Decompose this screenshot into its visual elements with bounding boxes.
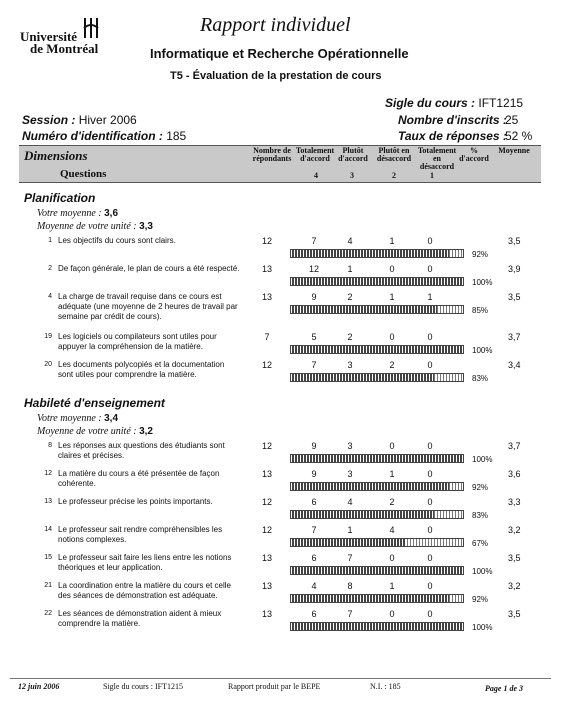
question-text bbox=[58, 264, 258, 274]
votre-moyenne bbox=[37, 208, 118, 219]
question-average: 3,7 bbox=[508, 332, 521, 342]
respondent-count: 12 bbox=[261, 441, 272, 451]
agreement-percent: 83% bbox=[472, 374, 489, 383]
header-col-plutot-des bbox=[372, 147, 416, 163]
header-line: Totalement bbox=[417, 146, 457, 155]
agreement-bar bbox=[290, 373, 464, 382]
count-c1: 0 bbox=[427, 264, 433, 274]
count-c3: 3 bbox=[347, 441, 353, 451]
header-col-repondants bbox=[252, 147, 292, 163]
count-c4: 4 bbox=[311, 581, 317, 591]
count-c3: 7 bbox=[347, 553, 353, 563]
id-value: 185 bbox=[166, 129, 187, 143]
count-c3: 3 bbox=[347, 469, 353, 479]
footer-date: 12 juin 2006 bbox=[18, 682, 60, 691]
count-c4: 7 bbox=[311, 525, 317, 535]
question-text-line: Le professeur sait faire les liens entre les notions bbox=[58, 553, 232, 562]
question-text-line: appuyer la compréhension de la matière. bbox=[58, 342, 203, 351]
questions-header: Questions bbox=[60, 168, 107, 180]
count-c1: 0 bbox=[427, 441, 433, 451]
count-c3: 7 bbox=[347, 609, 353, 619]
header-line: % bbox=[470, 146, 478, 155]
count-c2: 1 bbox=[389, 581, 395, 591]
count-c2: 1 bbox=[389, 469, 395, 479]
question-text-line: cohérente. bbox=[58, 479, 96, 488]
question-number: 4 bbox=[48, 293, 52, 300]
agreement-bar-fill bbox=[291, 595, 449, 602]
agreement-bar bbox=[290, 594, 464, 603]
agreement-bar bbox=[290, 538, 464, 547]
agreement-percent: 100% bbox=[472, 567, 493, 576]
university-name-line1: Université bbox=[20, 29, 78, 44]
count-c1: 0 bbox=[427, 332, 433, 342]
question-number: 15 bbox=[44, 554, 52, 561]
header-line: Nombre de bbox=[253, 146, 291, 155]
count-c2: 4 bbox=[389, 525, 395, 535]
agreement-bar bbox=[290, 305, 464, 314]
agreement-percent: 83% bbox=[472, 511, 489, 520]
agreement-bar-fill bbox=[291, 278, 463, 285]
count-c1: 0 bbox=[427, 360, 433, 370]
count-c1: 0 bbox=[427, 469, 433, 479]
count-c3: 1 bbox=[347, 264, 353, 274]
question-text-line: Les séances de démonstration aident à mieux bbox=[58, 609, 222, 618]
university-name-line2: de Montréal bbox=[30, 41, 99, 56]
question-number: 20 bbox=[44, 361, 52, 368]
question-text-line: Les documents polycopiés et la documentation bbox=[58, 360, 225, 369]
count-c3: 4 bbox=[347, 236, 353, 246]
question-text bbox=[58, 469, 258, 489]
agreement-bar-fill bbox=[291, 455, 463, 462]
count-c1: 0 bbox=[427, 609, 433, 619]
sigle-value: IFT1215 bbox=[478, 96, 524, 110]
evaluation-title: T5 - Évaluation de la prestation de cours bbox=[170, 70, 382, 82]
question-number: 13 bbox=[44, 498, 52, 505]
taux-label: Taux de réponses : bbox=[398, 129, 507, 143]
count-c3: 3 bbox=[347, 360, 353, 370]
count-c4: 6 bbox=[311, 497, 317, 507]
report-title: Rapport individuel bbox=[200, 14, 351, 36]
question-text-line: Les réponses aux questions des étudiants sont bbox=[58, 441, 225, 450]
moyenne-unite-label: Moyenne de votre unité : bbox=[37, 426, 137, 437]
question-text bbox=[58, 581, 258, 601]
agreement-percent: 100% bbox=[472, 278, 493, 287]
taux-value: 52 % bbox=[505, 129, 533, 143]
question-text-line: sont utiles pour comprendre la matière. bbox=[58, 370, 197, 379]
inscrits-value: 25 bbox=[505, 113, 519, 127]
agreement-bar-fill bbox=[291, 483, 449, 490]
question-text bbox=[58, 236, 258, 246]
header-line: désaccord bbox=[376, 154, 412, 163]
question-average: 3,3 bbox=[508, 497, 521, 507]
header-col-plutot bbox=[333, 147, 373, 163]
question-text bbox=[58, 360, 258, 380]
count-c1: 0 bbox=[427, 553, 433, 563]
scale-label: 1 bbox=[430, 171, 434, 180]
agreement-percent: 92% bbox=[472, 483, 489, 492]
question-average: 3,4 bbox=[508, 360, 521, 370]
footer-ni-label: N.I. : bbox=[370, 682, 387, 691]
question-text-line: notions complexes. bbox=[58, 535, 127, 544]
agreement-bar-fill bbox=[291, 567, 463, 574]
agreement-percent: 92% bbox=[472, 250, 489, 259]
header-moyenne: Moyenne bbox=[498, 146, 530, 155]
respondent-count: 13 bbox=[261, 553, 272, 563]
count-c1: 1 bbox=[427, 292, 433, 302]
question-number: 12 bbox=[44, 470, 52, 477]
count-c4: 9 bbox=[311, 441, 317, 451]
respondent-count: 12 bbox=[261, 360, 272, 370]
moyenne-unite-value: 3,3 bbox=[139, 221, 153, 232]
session-value: Hiver 2006 bbox=[78, 113, 137, 127]
agreement-bar bbox=[290, 249, 464, 258]
header-line: d'accord bbox=[459, 154, 489, 163]
count-c1: 0 bbox=[427, 581, 433, 591]
session-label: Session : bbox=[22, 113, 76, 127]
question-text-line: La coordination entre la matière du cours et celle bbox=[58, 581, 231, 590]
agreement-percent: 85% bbox=[472, 306, 489, 315]
question-average: 3,5 bbox=[508, 236, 521, 246]
question-average: 3,2 bbox=[508, 525, 521, 535]
dimensions-header: Dimensions bbox=[24, 148, 88, 163]
question-text-line: des séances de démonstration est adéquate. bbox=[58, 591, 218, 600]
header-line: en bbox=[433, 154, 441, 163]
question-average: 3,7 bbox=[508, 441, 521, 451]
respondent-count: 7 bbox=[264, 332, 270, 342]
count-c4: 7 bbox=[311, 236, 317, 246]
respondent-count: 12 bbox=[261, 236, 272, 246]
count-c3: 4 bbox=[347, 497, 353, 507]
question-text-line: Les objectifs du cours sont clairs. bbox=[58, 236, 176, 245]
count-c3: 2 bbox=[347, 332, 353, 342]
agreement-bar bbox=[290, 454, 464, 463]
question-text bbox=[58, 609, 258, 629]
respondent-count: 13 bbox=[261, 264, 272, 274]
agreement-bar bbox=[290, 566, 464, 575]
agreement-bar-fill bbox=[291, 250, 449, 257]
id-label: Numéro d'identification : bbox=[22, 129, 163, 143]
count-c4: 9 bbox=[311, 469, 317, 479]
count-c4: 5 bbox=[311, 332, 317, 342]
agreement-bar bbox=[290, 277, 464, 286]
count-c1: 0 bbox=[427, 525, 433, 535]
question-number: 14 bbox=[44, 526, 52, 533]
moyenne-unite bbox=[37, 221, 153, 232]
count-c1: 0 bbox=[427, 497, 433, 507]
question-text bbox=[58, 441, 258, 461]
respondent-count: 13 bbox=[261, 292, 272, 302]
agreement-bar bbox=[290, 510, 464, 519]
agreement-percent: 67% bbox=[472, 539, 489, 548]
count-c1: 0 bbox=[427, 236, 433, 246]
agreement-bar-fill bbox=[291, 539, 406, 546]
count-c2: 0 bbox=[389, 441, 395, 451]
question-text-line: Le professeur sait rendre compréhensibles les bbox=[58, 525, 223, 534]
count-c3: 8 bbox=[347, 581, 353, 591]
inscrits-label: Nombre d'inscrits : bbox=[398, 113, 507, 127]
footer-ni: 185 bbox=[388, 682, 401, 691]
question-text-line: Les logiciels ou compilateurs sont utiles pour bbox=[58, 332, 217, 341]
moyenne-unite bbox=[37, 426, 153, 437]
count-c3: 1 bbox=[347, 525, 353, 535]
question-text bbox=[58, 553, 258, 573]
question-text-line: La charge de travail requise dans ce cours est bbox=[58, 292, 222, 301]
footer-sigle-label: Sigle du cours : bbox=[103, 682, 153, 691]
header-line: Totalement bbox=[295, 146, 335, 155]
scale-label: 2 bbox=[392, 171, 396, 180]
count-c2: 1 bbox=[389, 292, 395, 302]
scale-label: 3 bbox=[350, 171, 354, 180]
question-text bbox=[58, 525, 258, 545]
question-average: 3,5 bbox=[508, 553, 521, 563]
agreement-percent: 100% bbox=[472, 346, 493, 355]
agreement-bar-fill bbox=[291, 306, 437, 313]
count-c2: 0 bbox=[389, 332, 395, 342]
agreement-percent: 92% bbox=[472, 595, 489, 604]
header-line: Plutôt en bbox=[378, 146, 410, 155]
sigle-label: Sigle du cours : bbox=[385, 96, 476, 110]
footer-sigle: IFT1215 bbox=[155, 682, 183, 691]
question-number: 1 bbox=[48, 237, 52, 244]
header-line: d'accord bbox=[300, 154, 330, 163]
header-line: désaccord bbox=[419, 162, 455, 171]
question-text-line: La matière du cours a été présentée de façon bbox=[58, 469, 220, 478]
agreement-percent: 100% bbox=[472, 623, 493, 632]
respondent-count: 12 bbox=[261, 525, 272, 535]
respondent-count: 12 bbox=[261, 497, 272, 507]
agreement-bar bbox=[290, 622, 464, 631]
question-text bbox=[58, 292, 258, 322]
agreement-bar bbox=[290, 482, 464, 491]
question-text-line: comprendre la matière. bbox=[58, 619, 141, 628]
question-text-line: Le professeur précise les points importants. bbox=[58, 497, 213, 506]
question-average: 3,9 bbox=[508, 264, 521, 274]
section-title: Habileté d'enseignement bbox=[24, 396, 165, 410]
question-text bbox=[58, 497, 258, 507]
votre-moyenne-value: 3,4 bbox=[104, 413, 119, 424]
count-c4: 7 bbox=[311, 360, 317, 370]
question-text-line: claires et précises. bbox=[58, 451, 125, 460]
header-col-tot-des bbox=[415, 147, 459, 171]
question-text-line: De façon générale, le plan de cours a été respecté. bbox=[58, 264, 240, 273]
question-number: 22 bbox=[44, 610, 52, 617]
scale-label: 4 bbox=[314, 171, 318, 180]
question-number: 19 bbox=[44, 333, 52, 340]
question-text bbox=[58, 332, 258, 352]
footer-divider bbox=[10, 678, 551, 679]
count-c4: 12 bbox=[308, 264, 319, 274]
question-average: 3,5 bbox=[508, 292, 521, 302]
agreement-bar bbox=[290, 345, 464, 354]
header-col-totalement-accord bbox=[295, 147, 335, 163]
moyenne-unite-label: Moyenne de votre unité : bbox=[37, 221, 137, 232]
question-text-line: théoriques et leur application. bbox=[58, 563, 163, 572]
count-c4: 9 bbox=[311, 292, 317, 302]
count-c4: 6 bbox=[311, 609, 317, 619]
question-average: 3,2 bbox=[508, 581, 521, 591]
agreement-bar-fill bbox=[291, 623, 463, 630]
respondent-count: 13 bbox=[261, 469, 272, 479]
votre-moyenne-label: Votre moyenne : bbox=[37, 413, 102, 424]
header-col-pct bbox=[455, 147, 493, 163]
count-c3: 2 bbox=[347, 292, 353, 302]
department-title: Informatique et Recherche Opérationnelle bbox=[150, 46, 409, 61]
question-average: 3,6 bbox=[508, 469, 521, 479]
count-c2: 2 bbox=[389, 360, 395, 370]
votre-moyenne-label: Votre moyenne : bbox=[37, 208, 102, 219]
count-c2: 0 bbox=[389, 609, 395, 619]
respondent-count: 13 bbox=[261, 581, 272, 591]
agreement-percent: 100% bbox=[472, 455, 493, 464]
footer-produit: Rapport produit par le BEPE bbox=[228, 682, 321, 691]
count-c2: 1 bbox=[389, 236, 395, 246]
agreement-bar-fill bbox=[291, 346, 463, 353]
count-c2: 0 bbox=[389, 264, 395, 274]
footer-page: Page 1 de 3 bbox=[485, 684, 523, 693]
count-c2: 0 bbox=[389, 553, 395, 563]
question-text-line: adéquate (une moyenne de 2 heures de travail par bbox=[58, 302, 238, 311]
agreement-bar-fill bbox=[291, 511, 434, 518]
question-average: 3,5 bbox=[508, 609, 521, 619]
university-logo-icon bbox=[82, 18, 100, 40]
header-line: Plutôt bbox=[342, 146, 364, 155]
agreement-bar-fill bbox=[291, 374, 434, 381]
moyenne-unite-value: 3,2 bbox=[139, 426, 153, 437]
question-text-line: semaine par crédit de cours). bbox=[58, 312, 162, 321]
section-title: Planification bbox=[24, 191, 96, 205]
count-c2: 2 bbox=[389, 497, 395, 507]
question-number: 21 bbox=[44, 582, 52, 589]
header-line: d'accord bbox=[338, 154, 368, 163]
header-line: répondants bbox=[252, 154, 292, 163]
question-number: 2 bbox=[48, 265, 52, 272]
respondent-count: 13 bbox=[261, 609, 272, 619]
votre-moyenne-value: 3,6 bbox=[104, 208, 119, 219]
count-c4: 6 bbox=[311, 553, 317, 563]
votre-moyenne bbox=[37, 413, 118, 424]
question-number: 8 bbox=[48, 442, 52, 449]
